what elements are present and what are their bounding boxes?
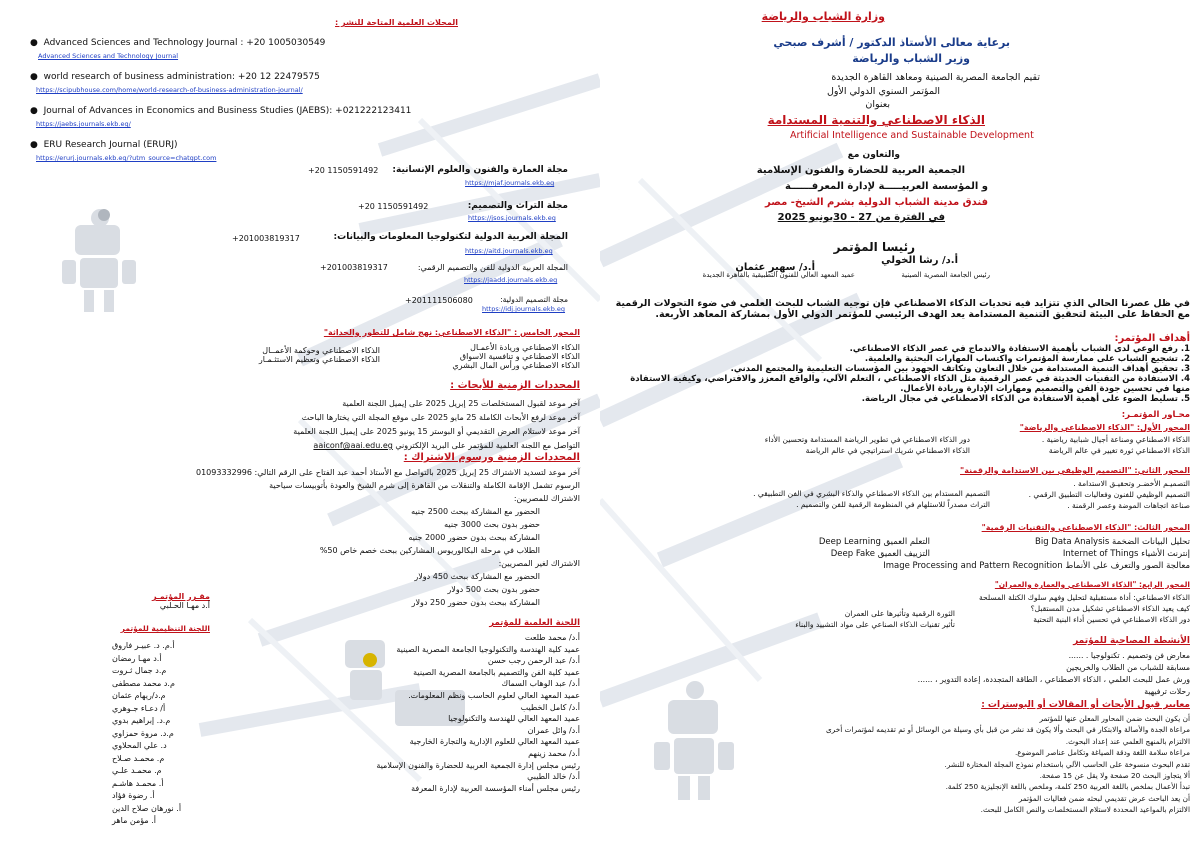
foreign-title: الاشتراك لغير المصريين: — [498, 559, 580, 568]
sci-committee-list — [250, 632, 580, 794]
axis5-left-list — [220, 346, 380, 364]
org-committee-title: اللجنة التنظيمية للمؤتمر — [120, 624, 210, 633]
list-item: الذكاء الاصطناعي وصناعة أجيال شبابية رياضية . — [1041, 435, 1190, 444]
president-2-name: أ.د/ سهير عثمان — [735, 262, 815, 273]
list-item: تأثير تقنيات الذكاء الصناعي على مواد التشييد والبناء — [795, 620, 955, 629]
list-item: آخر موعد لقبول المستخلصات 25 إبريل 2025 على إيميل اللجنة العلمية — [342, 399, 580, 408]
en-journal-name: Advanced Sciences and Technology Journal : +20 1005030549 — [43, 38, 326, 48]
organizer-line-1: تقيم الجامعة المصرية الصينية ومعاهد القاهرة الجديدة — [831, 72, 1040, 83]
list-item: م. محمـد صـلاح — [112, 753, 165, 763]
fees-note: الرسوم تشمل الإقامة الكاملة والتنقلات من القاهرة إلى شرم الشيخ والعودة بأتوبيسات سياحية — [269, 481, 580, 490]
list-item: رئيس مجلس إدارة الجمعية العربية للحضارة والفنون الإسلامية — [376, 760, 580, 770]
en-journal-link[interactable]: https://scipubhouse.com/home/world-research-of-business-administration-journal/ — [36, 86, 303, 94]
list-item: التزييف العميق Deep Fake — [830, 549, 930, 559]
ministry-title: وزارة الشباب والرياضة — [761, 10, 885, 23]
list-item: حضور بدون بحث 3000 جنيه — [444, 520, 540, 529]
ar-journal-phone: +201111506080 — [405, 296, 473, 305]
en-journal-link[interactable]: https://jaebs.journals.ekb.eg/ — [36, 120, 131, 128]
criteria-title: معايير قبول الأبحاث أو المقالات أو البوسترات : — [981, 700, 1190, 710]
list-item: التراث مصدراً للاستلهام في المنظومة الرقمية للفن والتصميم . — [796, 500, 990, 509]
email-link[interactable]: aaiconf@aai.edu.eg — [313, 441, 393, 450]
list-item: أ.د/ محمد طلعت — [524, 633, 580, 642]
list-item: أن يكون البحث ضمن المحاور المعلن عنها للمؤتمر — [1039, 714, 1190, 723]
list-item: الذكاء الاصطناعي ورأس المال البشري — [452, 361, 580, 370]
list-item: د. علي المحلاوي — [112, 741, 167, 750]
venue: فندق مدينة الشباب الدولية بشرم الشيخ- مصر — [765, 197, 988, 208]
list-item: الذكاء الاصطناعي وريادة الأعمـال — [470, 343, 580, 352]
list-item: آخر موعد لرفع الأبحاث الكاملة 25 مايو 2025 على موقع المجلة التي يختارها الباحث — [301, 413, 580, 422]
patron-line-2: وزير الشباب والرياضة — [852, 52, 970, 65]
organizer-line-3: بعنوان — [865, 99, 890, 110]
en-journal-name: Journal of Advances in Economics and Business Studies (JAEBS): +021222123411 — [43, 106, 412, 116]
list-item: آخر موعد لاستلام العرض التقديمي أو البوستر 15 يونيو 2025 على إيميل اللجنة العلمية — [293, 427, 580, 436]
list-item: م.د جمال ثـروت — [112, 666, 167, 675]
journals-title: المجلات العلمية المتاحة للنشر : — [335, 18, 458, 27]
conference-title-en: Artificial Intelligence and Sustainable Development — [790, 130, 1034, 141]
list-item: م.د. مروة حمزاوي — [112, 728, 174, 738]
intro-paragraph: في ظل عصرنا الحالي الذي تتزايد فيه تحديات الذكاء الاصطناعي فإن توجيه الشباب للبحث العلمي في ضوء التحولات الرقمية مع الحفاظ على البيئة لتحقيق التنمية المستدامة يعد الهدف الرئيسي للمؤتمر الدولي الأول بمشاركة المعاهد الأربعة. — [615, 298, 1190, 320]
list-item: معارض فن وتصميم . تكنولوجيا . ...... — [1068, 651, 1190, 660]
list-item: مسابقة للشباب من الطلاب والخريجين — [1066, 663, 1190, 672]
president-1-name: أ.د/ رشا الخولي — [881, 255, 958, 266]
list-item: مراعاة الجدة والأصالة والابتكار في البحث وألا يكون قد نشر من قبل بأي وسيلة من الوسائل أو تم تقديمه لمؤتمرات أخرى — [825, 725, 1190, 735]
list-item: الالتزام بالمواعيد المحددة لاستلام المستخلصات والنص الكامل للبحث. — [980, 805, 1190, 815]
fees-intro: آخر موعد لتسديد الاشتراك 25 إبريل 2025 بالتواصل مع الأستاذ أحمد عبد الفتاح على الرقم التالي: — [254, 468, 580, 477]
fees-title: المحددات الزمنية ورسوم الاشتراك : — [403, 452, 580, 463]
ar-journal-link[interactable]: https://jsos.journals.ekb.eg — [468, 214, 556, 222]
list-item: عميد كلية الهندسة والتكنولوجيا الجامعة المصرية الصينية — [396, 644, 580, 654]
axis2-title: المحور الثاني: "التصميم الوظيفي بين الاستدامة والرقمنة" — [960, 466, 1190, 475]
cooperation-org-2: و المؤسسة العربيـــــة لإدارة المعرفــــــة — [785, 181, 988, 192]
ar-journal-name: المجلة العربية الدولية لتكنولوجيا المعلومات والبيانات: — [333, 232, 568, 242]
list-item: أ.م. د. عبيـر فاروق — [112, 641, 175, 650]
axis4-left-list — [755, 608, 955, 630]
list-item: تقدم البحوث منسوخة على الحاسب الآلي باستخدام نموذج المجلة المختارة للنشر. — [944, 759, 1190, 769]
list-item: أن يعد الباحث عرض تقديمي لبحثه ضمن فعاليات المؤتمر — [1018, 793, 1190, 803]
ar-journal-link[interactable]: https://idj.journals.ekb.eg — [482, 305, 566, 313]
list-item: 5. تسليط الضوء على أهمية الاستفادة من الذكاء الاصطناعي في مجال الرياضة. — [861, 394, 1190, 404]
axis4-title: المحور الرابع: "الذكاء الاصطناعي والعمارة والعمران" — [994, 580, 1190, 589]
ar-journal-link[interactable]: https://jaadd.journals.ekb.eg — [464, 276, 558, 284]
list-item: الالتزام بالمنهج العلمي عند إعداد البحوث. — [1065, 736, 1190, 746]
list-item: أ. محمـد هاشـم — [112, 778, 164, 788]
list-item: صناعة اتجاهات الموضة وعصر الرقمنة . — [1067, 501, 1190, 510]
goals-list — [615, 344, 1190, 404]
list-item: م.د/ريهام عثمان — [112, 691, 166, 700]
list-item: 3. تحقيق أهداف التنمية المستدامة من خلال التعاون وتكاتف الجهود بين المؤسسات التعليمية والمجتمع المدني. — [730, 364, 1190, 374]
en-journal-item: ● Journal of Advances in Economics and Business Studies (JAEBS): +021222123411 https://jaebs.journals.ekb.eg/ — [30, 106, 590, 140]
list-item: أ. نورهان صلاح الدين — [112, 803, 182, 813]
axis1-right-list — [970, 434, 1190, 456]
list-item: أ.د/ كامل الخطيب — [520, 702, 580, 712]
list-item: تبدأ الأعمال بملخص باللغة العربية 250 كلمة، وملخص باللغة الإنجليزية 250 كلمة. — [945, 782, 1190, 792]
list-item: أ.د/ عبد الوهاب السماك — [501, 679, 580, 689]
list-item: عميد المعهد العالي للعلوم الإدارية والتجارة الخارجية — [409, 737, 580, 747]
right-panel — [600, 0, 1200, 848]
ar-journal-name: المجلة العربية الدولية للفن والتصميم الرقمي: — [417, 263, 568, 272]
en-journal-name: world research of business administration: +20 12 22479575 — [43, 72, 320, 82]
list-item: التصميم الوظيفي للفنون وفعاليات التطبيق الرقمي . — [1028, 490, 1190, 499]
ar-journal-phone: +201003819317 — [320, 263, 388, 272]
axis2-left-list — [690, 488, 990, 510]
list-item: 1. رفع الوعي لدى الشباب بأهمية الاستفادة والاندماج في عصر الذكاء الاصطناعي. — [849, 344, 1190, 354]
patron-line-1: برعاية معالى الأستاذ الدكتور / أشرف صبحي — [773, 36, 1010, 49]
axis3-left-list — [730, 536, 930, 560]
list-item: أ. رضوة فؤاد — [112, 791, 155, 800]
ar-journal-link[interactable]: https://mjaf.journals.ekb.eg — [465, 179, 555, 187]
en-journal-item: ● Advanced Sciences and Technology Journal : +20 1005030549 Advanced Sciences and Technology Journal — [30, 38, 590, 72]
cooperation-org-1: الجمعية العربية للحضارة والفنون الإسلامية — [756, 165, 965, 176]
list-item: كيف يعيد الذكاء الاصطناعي تشكيل مدن المستقبل؟ — [1030, 604, 1190, 613]
list-item: الحضور مع المشاركة ببحث 450 دولار — [414, 572, 540, 581]
list-item: رئيس مجلس أمناء المؤسسة العربية لإدارة المعرفة — [411, 783, 580, 793]
organizer-line-2: المؤتمر السنوي الدولي الأول — [826, 86, 940, 97]
list-item: م.د. إبراهيم بدوي — [112, 716, 171, 725]
conference-dates: في الفترة من 27 - 30يونيو 2025 — [777, 212, 945, 223]
conference-title-ar: الذكاء الاصطناعي والتنمية المستدامة — [767, 113, 985, 127]
activities-list — [810, 650, 1190, 698]
axes-title: محـاور المؤتمـر: — [1121, 410, 1190, 420]
list-item: التواصل مع اللجنة العلمية للمؤتمر على البريد الإلكتروني — [395, 441, 580, 450]
activities-title: الأنشطة المصاحبة للمؤتمر — [1073, 636, 1190, 646]
list-item: رحلات ترفيهية — [1144, 687, 1190, 696]
ar-journal-name: مجلة التراث والتصميم: — [467, 201, 568, 211]
rapporteur-title: مقـرر المؤتمـر — [151, 592, 210, 601]
list-item: مراعاة سلامة اللغة ودقة الصياغة وتكامل عناصر الموضوع. — [1014, 748, 1190, 758]
list-item: المشاركة ببحث بدون حضور 2000 جنيه — [408, 533, 540, 542]
list-item: الحضور مع المشاركة ببحث 2500 جنيه — [411, 507, 540, 516]
ar-journal-name: مجلة التصميم الدولية: — [500, 295, 568, 304]
en-journal-link[interactable]: Advanced Sciences and Technology Journal — [38, 52, 179, 60]
egy-list — [20, 505, 540, 557]
dates-list — [20, 397, 580, 453]
foreign-list — [20, 570, 540, 609]
goals-title: أهداف المؤتمر: — [1114, 333, 1190, 344]
en-journals-list — [30, 38, 590, 174]
list-item: عميد المعهد العالي لعلوم الحاسب ونظم المعلومات. — [408, 690, 580, 700]
en-journal-link[interactable]: https://erurj.journals.ekb.eg/?utm_source=chatgpt.com — [36, 154, 217, 162]
list-item: عميد المعهد العالي للهندسة والتكنولوجيا — [448, 714, 580, 724]
list-item: حضور بدون بحث 500 دولار — [447, 585, 540, 594]
list-item: إنترنت الأشياء Internet of Things — [1062, 549, 1190, 559]
cooperation-label: والتعاون مع — [847, 150, 900, 160]
ar-journals-list — [232, 165, 580, 315]
list-item: الذكاء الاصطناعي وحوكمة الأعمــال — [262, 346, 380, 355]
list-item: الثورة الرقمية وتأثيرها على العمران — [844, 609, 955, 618]
en-journal-item: ● world research of business administration: +20 12 22479575 https://scipubhouse.com/home/world-research-of-business-administration-journal/ — [30, 72, 590, 106]
ar-journal-phone: +20 1150591492 — [308, 166, 379, 175]
president-1-role: رئيس الجامعة المصرية الصينية — [901, 271, 990, 279]
list-item: معالجة الصور والتعرف على الأنماط Image Processing and Pattern Recognition — [883, 561, 1190, 571]
list-item: الذكاء الاصطناعي ثورة تغيير في عالم الرياضة — [1048, 446, 1190, 455]
list-item: التصميـم الأخضـر وتحقيـق الاستدامة . — [1073, 479, 1190, 488]
list-item: التعلم العميق Deep Learning — [818, 537, 930, 547]
egy-title: الاشتراك للمصريين: — [513, 494, 580, 503]
fees-phone: 01093332996 — [196, 468, 252, 477]
list-item: التصميم المستدام بين الذكاء الاصطناعي والذكاء البشري في الفن التطبيقي . — [753, 489, 990, 498]
rapporteur-name: أ.د مهـا الحـلبي — [159, 601, 210, 610]
fees-block — [20, 466, 580, 609]
list-item: م.د محمد مصطفى — [112, 678, 175, 688]
list-item: 4. الاستفادة من التقنيات الحديثة في عصر الرقمية مثل الذكاء الاصطناعي ، التعلم الآلي، والواقع المعزز والافتراضي، وكيفية الاستفادة منها في تحسين جودة الفن والتصميم ومهارات الإدارة وريادة الأعمال. — [630, 374, 1190, 394]
ar-journal-phone: +201003819317 — [232, 234, 300, 243]
list-item: الطلاب في مرحلة البكالوريوس المشاركين ببحث خصم خاص 50% — [319, 546, 540, 555]
list-item: دور الذكاء الاصطناعي في تطوير الرياضة المستدامة وتحسين الأداء — [764, 435, 970, 444]
list-item: تحليل البيانات الضخمة Big Data Analysis — [1035, 537, 1190, 547]
list-item: أ.د/ عبد الرحمن رجب حسن — [487, 656, 580, 666]
axis1-left-list — [710, 434, 970, 456]
axis2-right-list — [990, 478, 1190, 511]
list-item: ألا يتجاوز البحث 20 صفحة ولا يقل عن 15 صفحة. — [1039, 771, 1190, 781]
axis5-right-list — [420, 343, 580, 370]
list-item: الذكاء الاصطناعي وتعظيم الاستثـمـار — [258, 355, 380, 364]
dates-title: المحددات الزمنية للأبحاث : — [450, 380, 580, 391]
list-item: أ.د/ محمد زينهم — [528, 748, 580, 758]
criteria-list — [720, 713, 1190, 816]
gear-icon — [98, 209, 110, 221]
list-item: أ/ دعـاء جـوهري — [112, 703, 166, 713]
ar-journal-link[interactable]: https://aitd.journals.ekb.eg — [465, 247, 553, 255]
list-item: أ.د/ خالد الطيبي — [527, 772, 580, 782]
ar-journal-phone: +20 1150591492 — [358, 202, 429, 211]
list-item: المشاركة ببحث بدون حضور 250 دولار — [411, 598, 540, 607]
sci-committee-title: اللجنة العلمية للمؤتمر — [489, 618, 580, 628]
list-item: م. محمـد علـي — [112, 766, 162, 775]
list-item: أ. مؤمن ماهر — [112, 816, 156, 825]
axis1-title: المحور الأول: "الذكاء الاصطناعي والرياضة" — [1019, 423, 1190, 432]
en-journal-item: ● ERU Research Journal (ERURJ) https://erurj.journals.ekb.eg/?utm_source=chatgpt.com — [30, 140, 590, 174]
presidents-title: رئيسا المؤتمر — [833, 240, 915, 254]
robot-icon — [62, 209, 136, 312]
list-item: الذكاء الاصطناعي شريك استراتيجي في عالم الرياضة — [805, 446, 970, 455]
axis3-title: المحور الثالث: "الذكاء الاصطناعي والتقنيات الرقمية" — [981, 523, 1190, 532]
list-item: أ.د مهـا رمضان — [112, 653, 162, 663]
list-item: الذكاء الاصطناعي و تنافسية الاسواق — [459, 352, 580, 361]
en-journal-name: ERU Research Journal (ERURJ) — [43, 140, 178, 150]
president-2-role: عميد المعهد العالي للفنون التطبيقية بالقاهرة الجديدة — [702, 271, 855, 279]
org-committee-list — [112, 640, 222, 828]
list-item: دور الذكاء الاصطناعي في تحسين أداء البنية التحتية — [1033, 615, 1190, 624]
list-item: عميد كلية الفن والتصميم بالجامعة المصرية الصينية — [413, 667, 580, 677]
list-item: ورش عمل للبحث العلمي ، الذكاء الاصطناعي ، الطاقة المتجددة، إعادة التدوير ، ...... — [917, 675, 1190, 684]
axis5-title: المحور الخامس : "الذكاء الاصطناعي: نهج شامل للتطور والحداثة" — [323, 328, 580, 337]
ar-journal-name: مجلة العمارة والفنون والعلوم الإنسانية: — [392, 165, 568, 175]
list-item: الذكاء الاصطناعي: أداة مستقبلية لتحليل وفهم سلوك الكتلة المسلحة — [979, 593, 1190, 602]
list-item: أ.د/ وائل عمران — [527, 725, 580, 735]
list-item: 2. تشجيع الشباب على ممارسة المؤتمرات واكتساب المهارات البحثية والعلمية. — [864, 354, 1190, 364]
